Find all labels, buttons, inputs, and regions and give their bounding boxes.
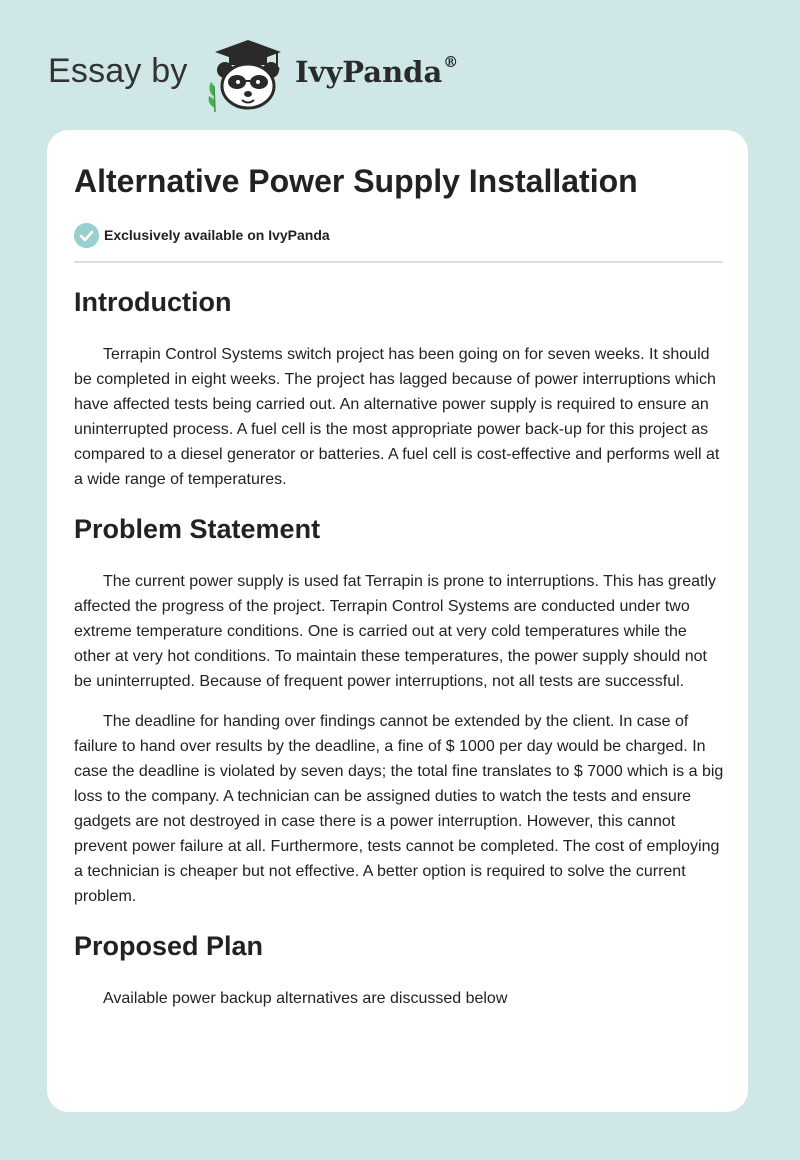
exclusive-badge-label: Exclusively available on IvyPanda	[104, 227, 330, 243]
paragraph: The current power supply is used fat Terrapin is prone to interruptions. This has greatly affected the progress of the project. Terrapin Control Systems are conducted under two extreme temperature conditions. One is carried out at very cold temperatures while the other at very hot conditions. To maintain these temperatures, the power supply should not be uninterrupted. Because of frequent power interruptions, not all tests are successful.	[74, 573, 717, 690]
section-heading-problem-statement: Problem Statement	[74, 514, 321, 544]
registered-mark: ®	[443, 53, 459, 72]
essay-body	[74, 280, 726, 1011]
paragraph: Available power backup alternatives are discussed below	[103, 990, 508, 1007]
essay-by-label: Essay by	[48, 52, 188, 90]
title-divider	[74, 261, 723, 263]
site-header	[48, 30, 548, 120]
panda-logo-icon[interactable]	[203, 34, 293, 114]
paragraph: Terrapin Control Systems switch project has been going on for seven weeks. It should be completed in eight weeks. The project has lagged because of power interruptions which have affected tests being carried out. An alternative power supply is required to ensure an uninterrupted process. A fuel cell is the most appropriate power back-up for this project as compared to a diesel generator or batteries. A fuel cell is cost-effective and performs well at a wide range of temperatures.	[74, 346, 720, 488]
paragraph: The deadline for handing over findings cannot be extended by the client. In case of failure to hand over results by the deadline, a fine of $ 1000 per day would be charged. In case the deadline is violated by seven days; the total fine translates to $ 7000 which is a big loss to the company. A technician can be assigned duties to watch the tests and ensure gadgets are not destroyed in case there is a power interruption. However, this cannot prevent power failure at all. Furthermore, tests cannot be completed. The cost of employing a technician is cheaper but not effective. A better option is required to solve the current problem.	[74, 713, 724, 905]
exclusive-badge	[74, 222, 330, 248]
section-heading-introduction: Introduction	[74, 287, 232, 317]
essay-card	[47, 130, 748, 1112]
page-title: Alternative Power Supply Installation	[74, 163, 638, 199]
section-heading-proposed-plan: Proposed Plan	[74, 931, 264, 961]
check-circle-icon	[74, 223, 99, 248]
ivypanda-brand-name[interactable]: IvyPanda®	[295, 53, 459, 89]
